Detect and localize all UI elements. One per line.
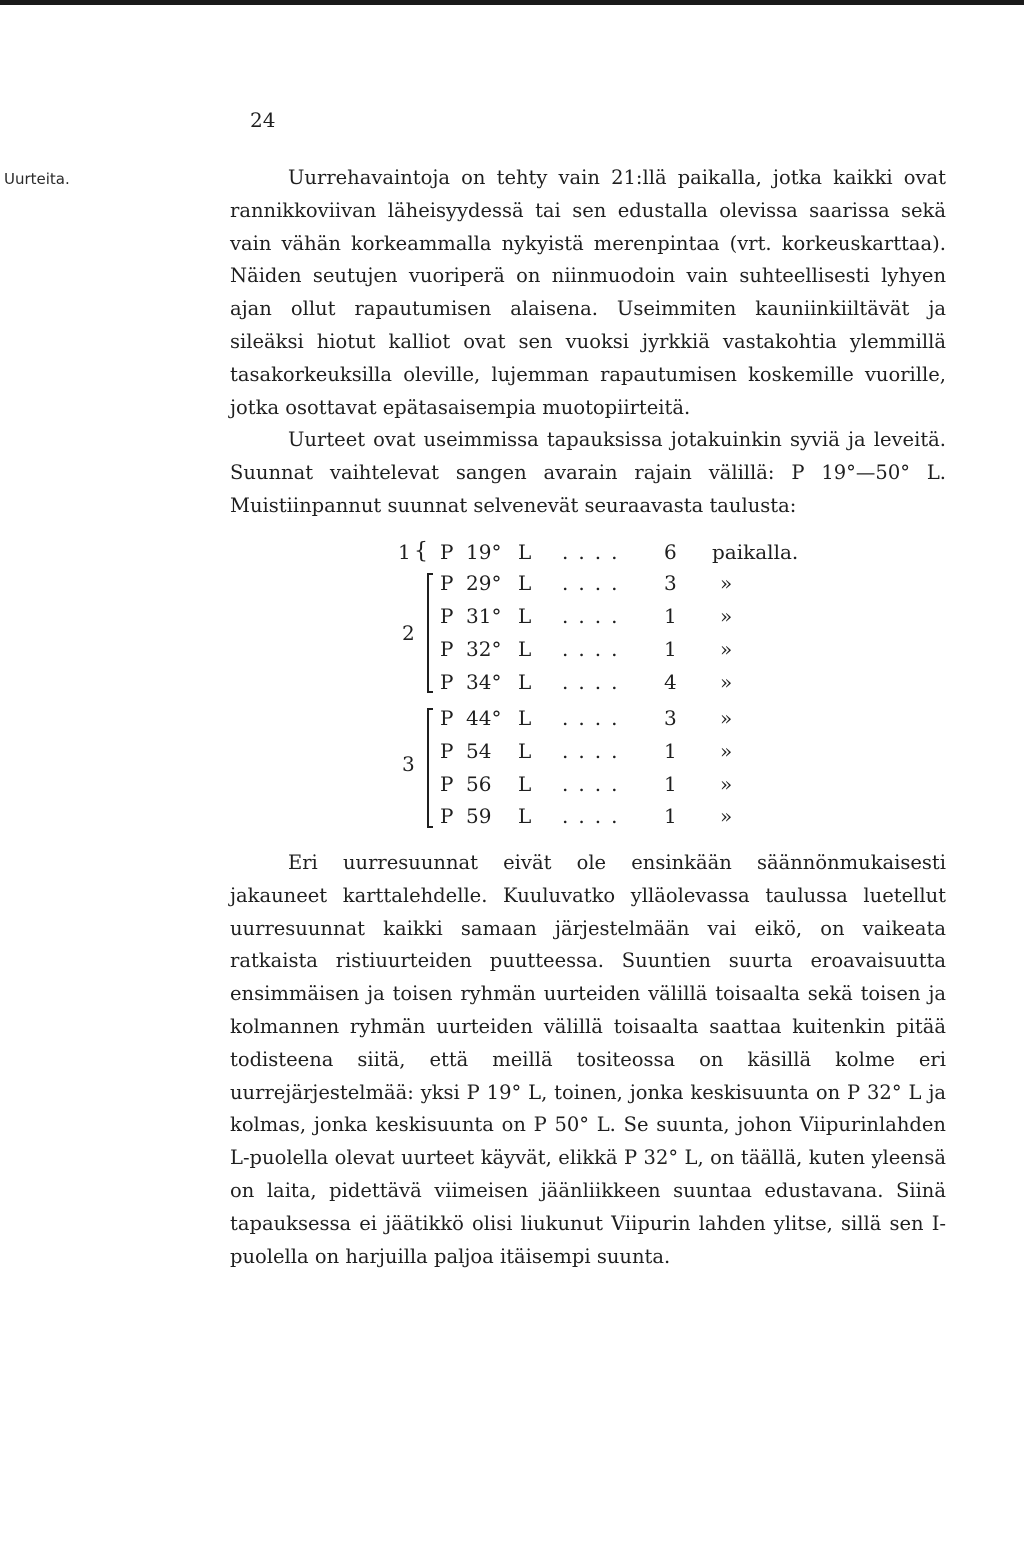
cell-p: P — [440, 540, 454, 564]
paragraph-3: Eri uurresuunnat eivät ole ensinkään säännönmukaisesti jakauneet karttalehdelle. Kuuluvatko ylläolevassa taulussa luetellut uurresuunnat kaikki samaan järjestelmään vai eikö, on vaikeata ratkaista ristiuurteiden puutteessa. Suuntien suurta eroavaisuutta ensimmäisen ja toisen ryhmän uurteiden välillä toisaalta sekä toisen ja kolmannen ryhmän uurteiden välillä toisaalta saattaa kuitenkin pitää todisteena siitä, että meillä tositeossa on käsillä kolme eri uurrejärjestelmää: yksi P 19° L, toinen, jonka keskisuunta on P 32° L ja kolmas, jonka keskisuunta on P 50° L. Se suunta, johon Viipurinlahden L-puolella olevat uurteet käyvät, elikkä P 32° L, on täällä, kuten yleensä on laita, pidettävä viimeisen jäänliikkeen suuntaa edustavana. Siinä tapauksessa ei jäätikkö olisi liukunut Viipurin lahden ylitse, sillä sen I-puolella on harjuilla paljoa itäisempi suunta. — [230, 851, 946, 1268]
cell-p: P — [440, 706, 454, 730]
cell-degree: 54 — [466, 739, 492, 763]
cell-p: P — [440, 772, 454, 796]
cell-unit: » — [720, 637, 733, 661]
top-rule — [0, 0, 1024, 5]
cell-degree: 32° — [466, 637, 502, 661]
cell-count: 3 — [664, 571, 677, 595]
cell-p: P — [440, 804, 454, 828]
group-bracket-3 — [427, 708, 437, 828]
cell-unit: paikalla. — [712, 540, 799, 564]
cell-degree: 31° — [466, 604, 502, 628]
margin-note: Uurteita. — [4, 170, 70, 188]
cell-count: 1 — [664, 804, 677, 828]
cell-dots: .... — [562, 804, 628, 828]
cell-unit: » — [720, 739, 733, 763]
cell-count: 4 — [664, 670, 677, 694]
cell-dots: .... — [562, 604, 628, 628]
group-label-1: 1 — [398, 540, 411, 564]
cell-p: P — [440, 604, 454, 628]
group-label-2: 2 — [402, 621, 415, 645]
cell-l: L — [518, 540, 532, 564]
group-label-3: 3 — [402, 752, 415, 776]
cell-p: P — [440, 670, 454, 694]
cell-l: L — [518, 637, 532, 661]
group-brace-1: { — [414, 539, 428, 564]
cell-p: P — [440, 637, 454, 661]
cell-degree: 34° — [466, 670, 502, 694]
cell-degree: 59 — [466, 804, 492, 828]
cell-unit: » — [720, 670, 733, 694]
cell-unit: » — [720, 604, 733, 628]
cell-degree: 19° — [466, 540, 502, 564]
cell-degree: 44° — [466, 706, 502, 730]
cell-l: L — [518, 739, 532, 763]
cell-dots: .... — [562, 670, 628, 694]
cell-dots: .... — [562, 706, 628, 730]
cell-degree: 29° — [466, 571, 502, 595]
cell-count: 1 — [664, 772, 677, 796]
cell-dots: .... — [562, 772, 628, 796]
cell-p: P — [440, 571, 454, 595]
cell-l: L — [518, 604, 532, 628]
cell-unit: » — [720, 772, 733, 796]
paragraph-1: Uurrehavaintoja on tehty vain 21:llä paikalla, jotka kaikki ovat rannikkoviivan läheisyydessä tai sen edustalla olevissa saarissa sekä vain vähän korkeammalla nykyistä merenpintaa (vrt. korkeuskarttaa). Näiden seutujen vuoriperä on niinmuodoin vain suhteellisesti lyhyen ajan ollut rapautumisen alaisena. Useimmiten kauniinkiiltävät ja sileäksi hiotut kalliot ovat sen vuoksi jyrkkiä vastakohtia ylemmillä tasakorkeuksilla oleville, lujemman rapautumisen koskemille vuorille, jotka osottavat epätasaisempia muotopiirteitä. — [230, 166, 946, 419]
cell-p: P — [440, 739, 454, 763]
page-number: 24 — [250, 108, 276, 132]
paragraph-2: Uurteet ovat useimmissa tapauksissa jotakuinkin syviä ja leveitä. Suunnat vaihtelevat sangen avarain rajain välillä: P 19°—50° L. Muistiinpannut suunnat selvenevät seuraavasta taulusta: — [230, 428, 946, 517]
cell-degree: 56 — [466, 772, 492, 796]
cell-unit: » — [720, 706, 733, 730]
cell-count: 6 — [664, 540, 677, 564]
cell-count: 1 — [664, 604, 677, 628]
cell-dots: .... — [562, 571, 628, 595]
cell-count: 1 — [664, 637, 677, 661]
cell-l: L — [518, 804, 532, 828]
cell-count: 3 — [664, 706, 677, 730]
cell-l: L — [518, 571, 532, 595]
cell-unit: » — [720, 571, 733, 595]
cell-l: L — [518, 772, 532, 796]
cell-l: L — [518, 670, 532, 694]
cell-dots: .... — [562, 739, 628, 763]
group-bracket-2 — [427, 573, 437, 693]
cell-l: L — [518, 706, 532, 730]
cell-dots: .... — [562, 540, 628, 564]
cell-count: 1 — [664, 739, 677, 763]
cell-unit: » — [720, 804, 733, 828]
cell-dots: .... — [562, 637, 628, 661]
